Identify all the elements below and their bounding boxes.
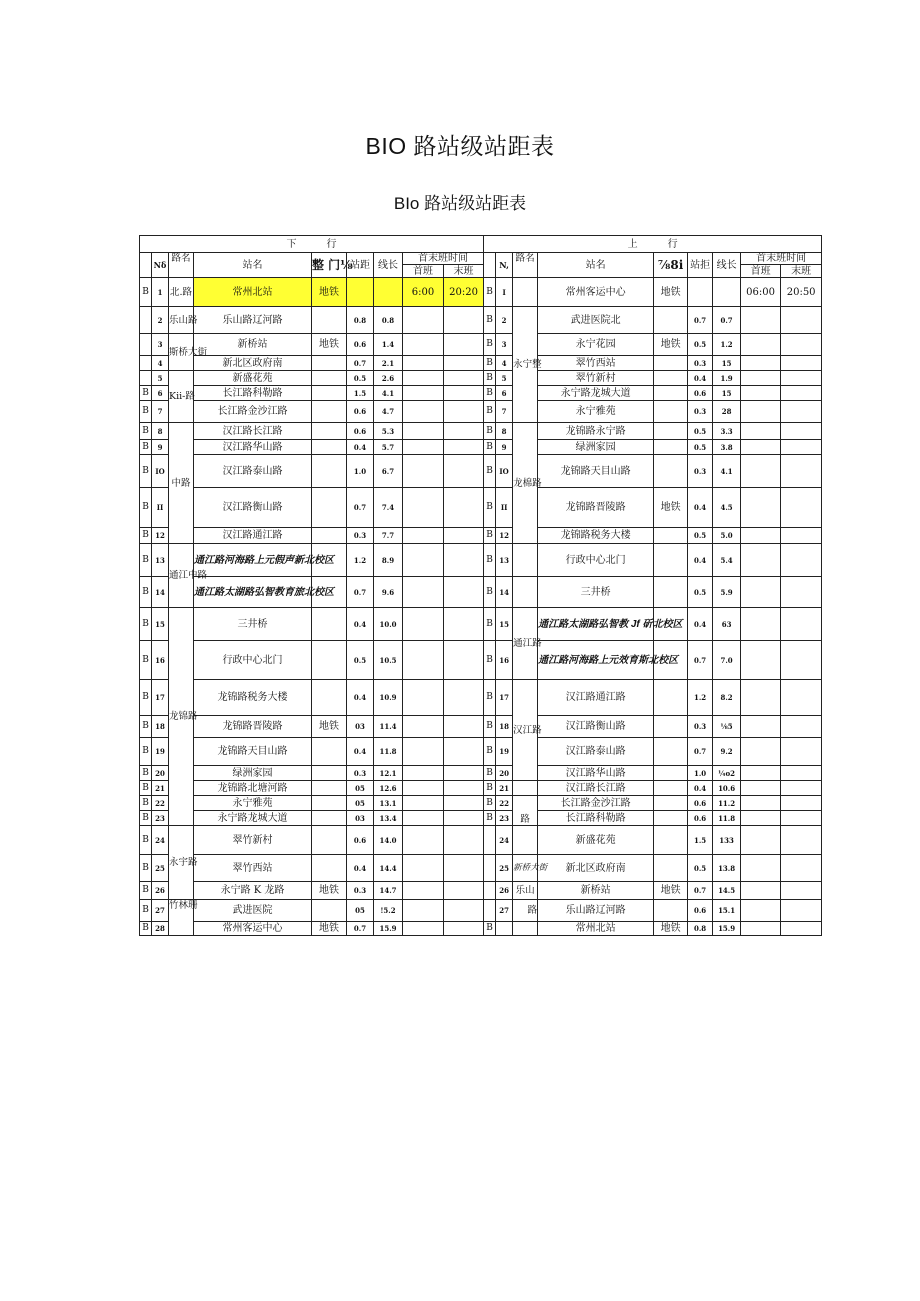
up-last-time: 20:50 [781,278,822,307]
route-up-1: 永宁整 [513,307,538,423]
table-row: B 25 翠竹西站 0.4 14.4 25 新桥大街 新北区政府南 0.5 13.8 [140,855,822,882]
table-row: 4 新北区政府南 0.7 2.1 B 4 翠竹西站 0.3 15 [140,356,822,371]
down-first-time: 6:00 [403,278,444,307]
col-route-up: 路名 [513,253,538,278]
col-station-up: 站名 [538,253,654,278]
col-dist-up: 站拒 [688,253,713,278]
table-row: B 20 绿洲家园 0.3 12.1 B 20 汉江路华山路 1.0 ¼o2 [140,766,822,781]
table-row: B 21 龙锦路北塘河路 05 12.6 B 21 汉江路长江路 0.4 10.6 [140,781,822,796]
col-station-down: 站名 [194,253,312,278]
route-down-1: 北.路 [169,278,194,307]
table-row: B 22 永宁雅苑 05 13.1 B 22 路 长江路金沙江路 0.6 11.2 [140,796,822,811]
table-row: B 26 永宁路 K 龙路 地铁 0.3 14.7 26 乐山 新桥站 地铁 0.7 14.5 [140,882,822,900]
table-title: BIo 路站级站距表 [393,194,527,213]
table-row: B 15 龙锦路 三井桥 0.4 10.0 B 15 通江路 通江路太湖路弘智教 Jf 斫北校区 0.4 63 [140,608,822,641]
table-row: 5 Kii-路 新盛花苑 0.5 2.6 B 5 翠竹新村 0.4 1.9 [140,371,822,386]
table-row: B II 汉江路衡山路 0.7 7.4 B II 龙锦路晋陵路 地铁 0.4 4.5 [140,488,822,528]
table-row: B 13 通江中路 通江路河海路上元假声新北校区 1.2 8.9 B 13 行政中心北门 0.4 5.4 [140,544,822,577]
up-first-time: 06:00 [741,278,781,307]
col-type-down: 整 门⅛ [312,253,347,278]
direction-header-row [140,236,822,253]
route-down-6: 通江中路 [169,544,194,608]
table-row: B 23 永宁路龙城大道 03 13.4 B 23 长江路科勒路 0.6 11.8 [140,811,822,826]
route-down-7: 龙锦路 [169,608,194,826]
table-row: B 6 长江路科勒路 1.5 4.1 B 6 永宁路龙城大道 0.6 15 [140,386,822,401]
table-row: B IO 汉江路泰山路 1.0 6.7 B IO 龙锦路天目山路 0.3 4.1 [140,455,822,488]
table-row: B 12 汉江路通江路 0.3 7.7 B 12 龙锦路税务大楼 0.5 5.0 [140,528,822,544]
col-last-down: 末班 [444,265,484,278]
route-down-5: 中路 [169,423,194,544]
down-direction-label: 下 行 [140,236,484,253]
table-row: 2 乐山路 乐山路辽河路 0.8 0.8 B 2 永宁整 武进医院北 0.7 0.7 [140,307,822,334]
table-row: B 24 永宇路 翠竹新村 0.6 14.0 24 新盛花苑 1.5 133 [140,826,822,855]
table-row: B 9 汉江路华山路 0.4 5.7 B 9 绿洲家园 0.5 3.8 [140,440,822,455]
table-row: B 14 通江路太湖路弘智教育旅北校区 0.7 9.6 B 14 三井桥 0.5 5.9 [140,577,822,608]
col-len-up: 线长 [713,253,741,278]
station-distance-table [139,235,822,936]
column-header-row [140,253,822,265]
document-title: BIO 路站级站距表 [365,133,555,159]
table-row: 3 斯桥大街 新桥站 地铁 0.6 1.4 B 3 永宁花园 地铁 0.5 1.2 [140,334,822,356]
route-down-4: Kii-路 [169,371,194,423]
table-row: B 18 龙锦路晋陵路 地铁 03 11.4 B 18 汉江路衡山路 0.3 ⅛5 [140,716,822,738]
table-row: B 1 北.路 常州北站 地铁 6:00 20:20 B I 常州客运中心 地铁 06:00 20:50 [140,278,822,307]
col-time-down: 首末班时间 [403,253,484,265]
station-up-1: 常州客运中心 [538,278,654,307]
route-up-5: 路 [513,796,538,826]
col-last-up: 末班 [781,265,822,278]
col-first-up: 首班 [741,265,781,278]
route-up-4: 汉江路 [513,680,538,781]
up-direction-label: 上 行 [484,236,822,253]
col-dist-down: 站距 [347,253,374,278]
route-up-7: 乐山 [513,882,538,900]
col-len-down: 线长 [374,253,403,278]
col-no-up: N, [496,253,513,278]
station-down-1: 常州北站 [194,278,312,307]
down-last-time: 20:20 [444,278,484,307]
col-time-up: 首末班时间 [741,253,822,265]
route-down-9: 竹林珊 [169,900,194,936]
route-up-2: 龙棉路 [513,423,538,544]
table-row: B 16 行政中心北门 0.5 10.5 B 16 通江路河海路上元效育斯北校区 0.7 7.0 [140,641,822,680]
col-route-down: 路名 [169,253,194,278]
table-row: B 19 龙锦路天目山路 0.4 11.8 B 19 汉江路泰山路 0.7 9.2 [140,738,822,766]
route-down-2: 乐山路 [169,307,194,334]
col-first-down: 首班 [403,265,444,278]
table-row: B 8 中路 汉江路长江路 0.6 5.3 B 8 龙棉路 龙锦路永宁路 0.5 3.3 [140,423,822,440]
table-row: B 27 竹林珊 武进医院 05 !5.2 27 路 乐山路辽河路 0.6 15.1 [140,900,822,922]
route-up-6: 新桥大街 [513,855,538,882]
table-row: B 7 长江路金沙江路 0.6 4.7 B 7 永宁雅苑 0.3 28 [140,401,822,423]
route-up-8: 路 [513,900,538,922]
route-up-3: 通江路 [513,608,538,680]
col-no-down: Nδ [152,253,169,278]
col-type-up: ⅞8i [654,253,688,278]
table-row: B 17 龙锦路税务大楼 0.4 10.9 B 17 汉江路 汉江路通江路 1.2 8.2 [140,680,822,716]
route-down-8: 永宇路 [169,826,194,900]
table-row: B 28 常州客运中心 地铁 0.7 15.9 B 常州北站 地铁 0.8 15.9 [140,922,822,936]
route-down-3: 斯桥大街 [169,334,194,371]
